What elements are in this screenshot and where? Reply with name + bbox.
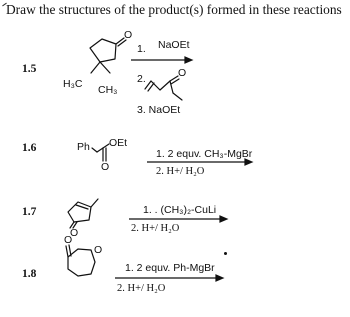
carbonyl-oxygen-1-8: O	[64, 234, 73, 246]
ethoxy-label: OEt	[109, 137, 128, 149]
ketone-oxygen-1-5: O	[124, 29, 133, 41]
problem-number-1-8: 1.8	[22, 268, 37, 280]
methyl-left-label: H₃C	[63, 78, 83, 90]
condition-1-6-line1: 1. 2 equv. CH₃-MgBr	[156, 148, 253, 160]
ring-oxygen-1-8: O	[94, 244, 103, 256]
ketone-oxygen-1-7: O	[70, 227, 79, 239]
condition-1-8-line2: 2. H+/ H₂O	[117, 283, 166, 294]
page-title: Draw the structures of the product(s) formed in these reactions	[6, 2, 342, 17]
ethyl-vinyl-ketone-structure	[145, 76, 182, 100]
condition-1-7-line1: 1. . (CH₃)₂-CuLi	[143, 204, 217, 216]
condition-1-5-step1-number: 1.	[137, 43, 146, 55]
methyl-right-label: CH₃	[98, 84, 118, 96]
problem-number-1-7: 1.7	[22, 206, 37, 218]
caprolactone-structure	[66, 245, 95, 276]
condition-1-5-step1-reagent: NaOEt	[158, 39, 190, 51]
condition-1-8-line1: 1. 2 equv. Ph-MgBr	[125, 262, 215, 274]
ketone-oxygen-ethyl-vinyl-ketone: O	[178, 67, 187, 79]
carbonyl-oxygen-1-6: O	[101, 161, 110, 173]
cyclopentanone-gem-dimethyl-structure	[90, 38, 126, 73]
condition-1-7-line2: 2. H+/ H₂O	[131, 223, 180, 234]
methylcyclopentenone-structure	[68, 199, 98, 228]
condition-1-6-line2: 2. H+/ H₂O	[156, 166, 205, 177]
phenyl-label: Ph	[77, 141, 90, 153]
problem-number-1-5: 1.5	[22, 63, 37, 75]
ester-structure	[92, 144, 109, 161]
condition-1-5-step2: 2.	[137, 73, 146, 85]
problem-number-1-6: 1.6	[22, 142, 37, 154]
condition-1-5-step3: 3. NaOEt	[137, 104, 181, 116]
stray-dot	[224, 252, 227, 255]
